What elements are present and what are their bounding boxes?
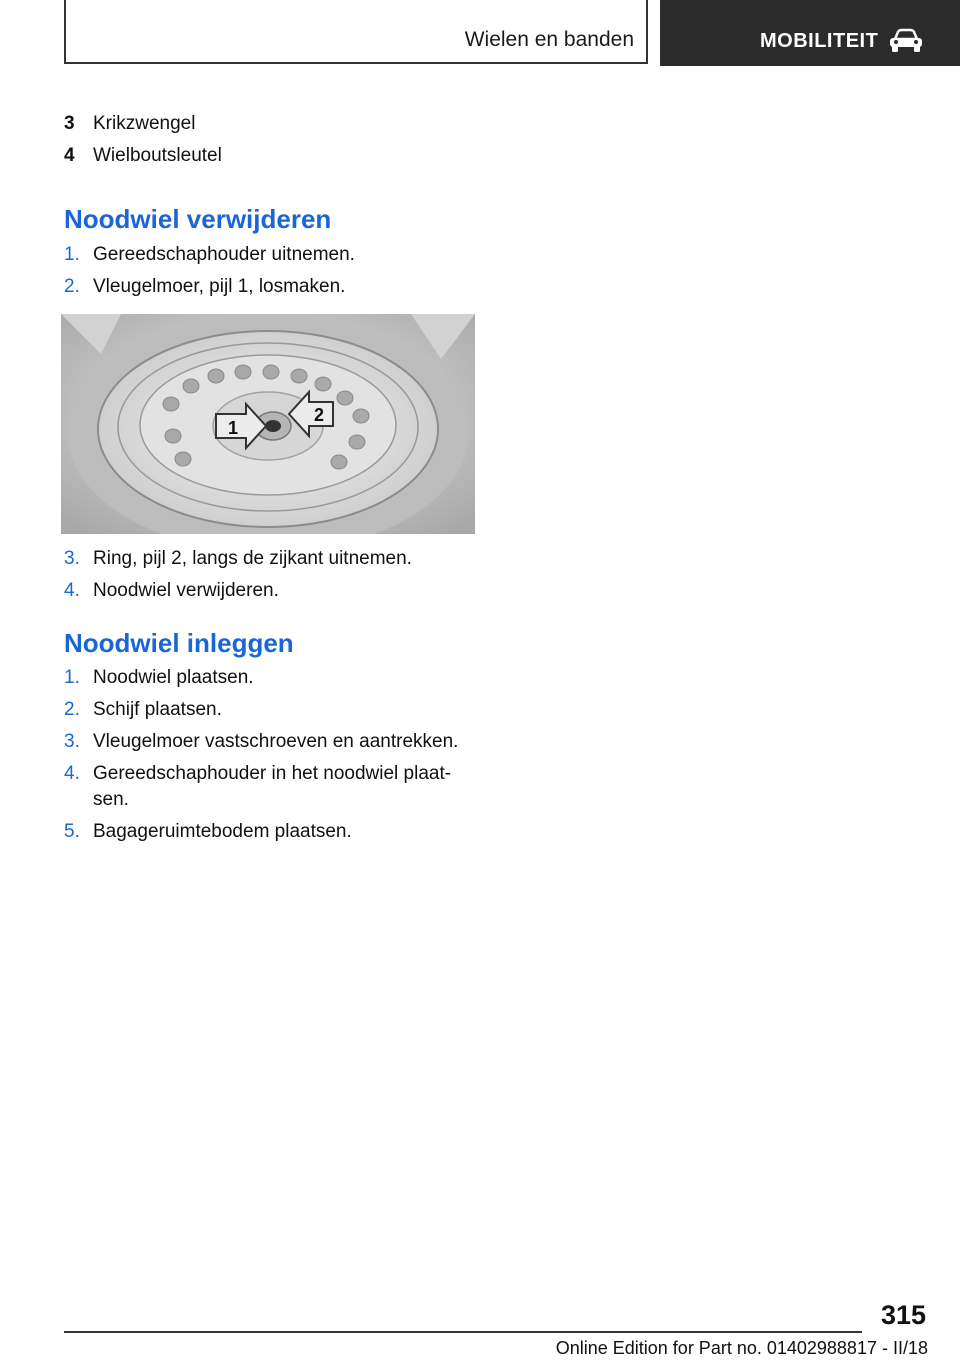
- page-number: 315: [880, 1300, 926, 1330]
- list-item: [64, 729, 484, 755]
- step-text: Vleugelmoer, pijl 1, losmaken.: [93, 276, 346, 297]
- list-item: [64, 819, 484, 845]
- step-text: Ring, pijl 2, langs de zijkant uitnemen.: [93, 548, 412, 569]
- section-heading-remove: Noodwiel verwijderen: [64, 204, 332, 234]
- header-section-title: Wielen en banden: [464, 28, 634, 51]
- list-item: [64, 665, 484, 691]
- insert-steps-list: [64, 665, 484, 851]
- list-item: [64, 546, 484, 572]
- legend-number: 4: [64, 145, 75, 166]
- footer-edition: Online Edition for Part no. 01402988817 - II/18: [555, 1338, 928, 1358]
- step-text: Noodwiel plaatsen.: [93, 667, 254, 688]
- step-number: 2.: [64, 276, 80, 297]
- legend-text: Krikzwengel: [93, 113, 196, 134]
- spare-wheel-figure: [61, 314, 475, 534]
- list-item: [64, 274, 484, 300]
- list-item: [64, 761, 484, 813]
- step-number: 1.: [64, 244, 80, 265]
- legend-number: 3: [64, 113, 75, 134]
- list-item: [64, 242, 484, 268]
- arrow-label-2: 2: [313, 405, 325, 425]
- list-item: [64, 697, 484, 723]
- step-number: 1.: [64, 667, 80, 688]
- header-section-box: [64, 0, 648, 64]
- step-number: 4.: [64, 580, 80, 601]
- step-text: Vleugelmoer vastschroeven en aantrekken.: [93, 731, 459, 752]
- footer-divider: [64, 1331, 862, 1333]
- car-icon: [888, 28, 924, 54]
- step-text: Gereedschaphouder in het noodwiel plaat- sen.: [93, 763, 452, 810]
- remove-steps-list-continued: [64, 546, 484, 610]
- step-number: 5.: [64, 821, 80, 842]
- section-heading-insert: Noodwiel inleggen: [64, 628, 294, 658]
- header-chapter-tab[interactable]: [660, 0, 960, 66]
- step-number: 2.: [64, 699, 80, 720]
- legend-text: Wielboutsleutel: [93, 145, 222, 166]
- step-number: 3.: [64, 731, 80, 752]
- header-chapter-title: MOBILITEIT: [760, 30, 879, 52]
- step-text: Gereedschaphouder uitnemen.: [93, 244, 355, 265]
- step-number: 4.: [64, 763, 80, 784]
- step-text: Bagageruimtebodem plaatsen.: [93, 821, 352, 842]
- arrow-label-1: 1: [227, 418, 239, 438]
- step-text: Noodwiel verwijderen.: [93, 580, 279, 601]
- step-text: Schijf plaatsen.: [93, 699, 222, 720]
- step-number: 3.: [64, 548, 80, 569]
- remove-steps-list: [64, 242, 484, 306]
- list-item: [64, 578, 484, 604]
